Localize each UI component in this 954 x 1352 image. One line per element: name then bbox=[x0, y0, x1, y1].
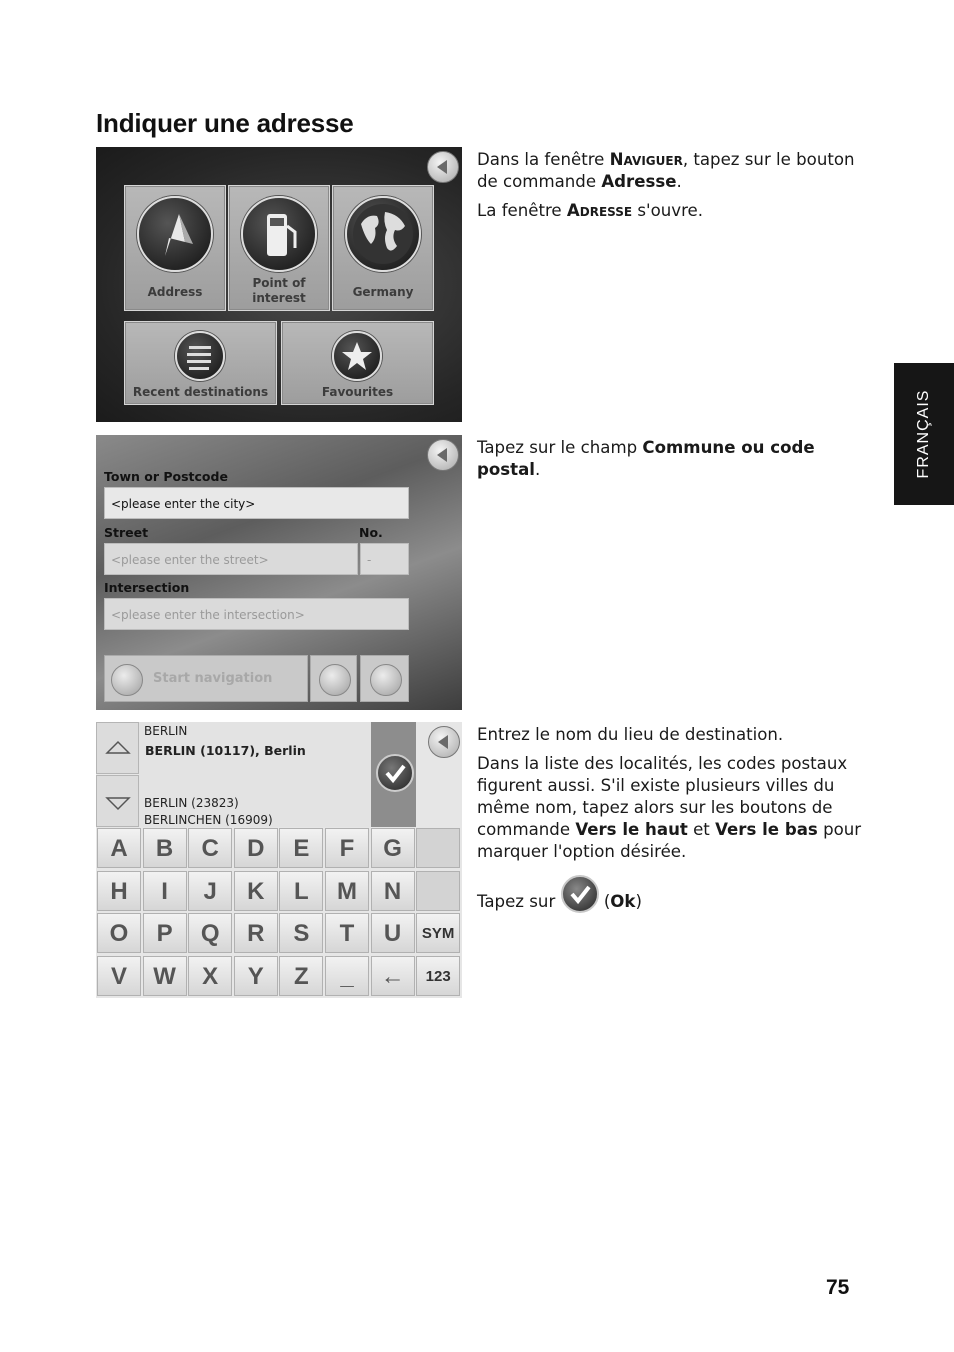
key[interactable]: Q bbox=[188, 913, 232, 953]
key[interactable]: O bbox=[97, 913, 141, 953]
key[interactable]: C bbox=[188, 828, 232, 868]
checkmark-icon bbox=[376, 754, 414, 792]
tile-label: Germany bbox=[352, 285, 414, 299]
key[interactable]: F bbox=[325, 828, 369, 868]
page-number: 75 bbox=[826, 1276, 850, 1299]
down-arrow-icon bbox=[97, 776, 140, 828]
list-icon bbox=[175, 331, 225, 381]
key[interactable]: Y bbox=[234, 956, 278, 996]
fuel-pump-icon bbox=[241, 196, 317, 272]
town-field[interactable]: <please enter the city> bbox=[104, 487, 409, 519]
number-field[interactable]: - bbox=[360, 543, 409, 575]
keyboard-screen bbox=[96, 722, 462, 998]
key[interactable]: U bbox=[371, 913, 415, 953]
language-tab bbox=[894, 363, 954, 505]
key[interactable]: T bbox=[325, 913, 369, 953]
key[interactable]: A bbox=[97, 828, 141, 868]
key[interactable]: J bbox=[188, 871, 232, 911]
tile-label: Point of interest bbox=[252, 276, 306, 305]
tile-label: Recent destinations bbox=[132, 385, 269, 399]
map-button[interactable] bbox=[310, 655, 357, 702]
save-button[interactable] bbox=[360, 655, 409, 702]
key[interactable]: W bbox=[143, 956, 187, 996]
up-arrow-icon bbox=[97, 723, 140, 775]
key[interactable]: SYM bbox=[416, 913, 460, 953]
scroll-down-button[interactable] bbox=[96, 775, 139, 827]
list-item[interactable]: BERLIN (23823) bbox=[144, 796, 239, 810]
key-blank bbox=[416, 828, 460, 868]
globe-icon bbox=[345, 196, 421, 272]
recent-destinations-tile[interactable] bbox=[124, 321, 277, 405]
address-screen bbox=[96, 435, 462, 710]
key[interactable]: I bbox=[143, 871, 187, 911]
city-input[interactable]: BERLIN bbox=[144, 724, 188, 738]
flag-icon bbox=[137, 196, 213, 272]
key[interactable]: P bbox=[143, 913, 187, 953]
step-3-text: Entrez le nom du lieu de destination. Dans la liste des localités, les codes postaux figurent aussi. S'il existe plusieurs villes du même nom, tapez alors sur les boutons de commande Vers le haut et Vers le bas pour marquer l'option désirée. Tapez sur (Ok) bbox=[477, 725, 862, 911]
key[interactable]: 123 bbox=[416, 956, 460, 996]
star-icon bbox=[332, 331, 382, 381]
step-1-text: Dans la fenêtre Naviguer, tapez sur le bouton de commande Adresse. La fenêtre Adresse s'ouvre. bbox=[477, 150, 855, 220]
scroll-up-button[interactable] bbox=[96, 722, 139, 774]
language-tab-label: FRANÇAIS bbox=[915, 389, 932, 479]
selected-city[interactable]: BERLIN (10117), Berlin bbox=[145, 743, 306, 758]
key-blank bbox=[416, 871, 460, 911]
key[interactable]: Z bbox=[279, 956, 323, 996]
key[interactable]: E bbox=[279, 828, 323, 868]
intersection-field[interactable]: <please enter the intersection> bbox=[104, 598, 409, 630]
address-tile[interactable] bbox=[124, 185, 226, 311]
list-item[interactable]: BERLINCHEN (16909) bbox=[144, 813, 273, 827]
favourites-tile[interactable] bbox=[281, 321, 434, 405]
tile-label: Address bbox=[147, 285, 203, 299]
step-2-text: Tapez sur le champ Commune ou code postal. bbox=[477, 438, 815, 479]
key[interactable]: B bbox=[143, 828, 187, 868]
navigate-screen bbox=[96, 147, 462, 422]
navigation-arrow-icon bbox=[111, 664, 143, 696]
back-arrow-icon[interactable] bbox=[427, 151, 459, 183]
page-title: Indiquer une adresse bbox=[96, 108, 354, 138]
key[interactable]: _ bbox=[325, 956, 369, 996]
key[interactable]: R bbox=[234, 913, 278, 953]
town-label: Town or Postcode bbox=[104, 469, 228, 484]
back-arrow-icon[interactable] bbox=[427, 439, 459, 471]
key[interactable]: G bbox=[371, 828, 415, 868]
point-of-interest-tile[interactable] bbox=[228, 185, 330, 311]
country-tile[interactable] bbox=[332, 185, 434, 311]
back-arrow-icon[interactable] bbox=[428, 726, 460, 758]
street-field[interactable]: <please enter the street> bbox=[104, 543, 358, 575]
key[interactable]: L bbox=[279, 871, 323, 911]
map-icon bbox=[319, 664, 351, 696]
key[interactable]: N bbox=[371, 871, 415, 911]
street-label: Street bbox=[104, 525, 149, 540]
ok-button[interactable] bbox=[371, 722, 416, 827]
key[interactable]: V bbox=[97, 956, 141, 996]
key[interactable]: K bbox=[234, 871, 278, 911]
key[interactable]: M bbox=[325, 871, 369, 911]
checkmark-icon bbox=[561, 875, 599, 913]
intersection-label: Intersection bbox=[104, 580, 190, 595]
key[interactable]: ← bbox=[371, 956, 415, 996]
start-navigation-label: Start navigation bbox=[153, 671, 273, 686]
save-icon bbox=[370, 664, 402, 696]
city-list bbox=[139, 722, 371, 827]
number-label: No. bbox=[359, 525, 383, 540]
key[interactable]: X bbox=[188, 956, 232, 996]
tile-label: Favourites bbox=[321, 385, 394, 399]
key[interactable]: S bbox=[279, 913, 323, 953]
key[interactable]: D bbox=[234, 828, 278, 868]
start-navigation-button[interactable] bbox=[104, 655, 308, 702]
key[interactable]: H bbox=[97, 871, 141, 911]
